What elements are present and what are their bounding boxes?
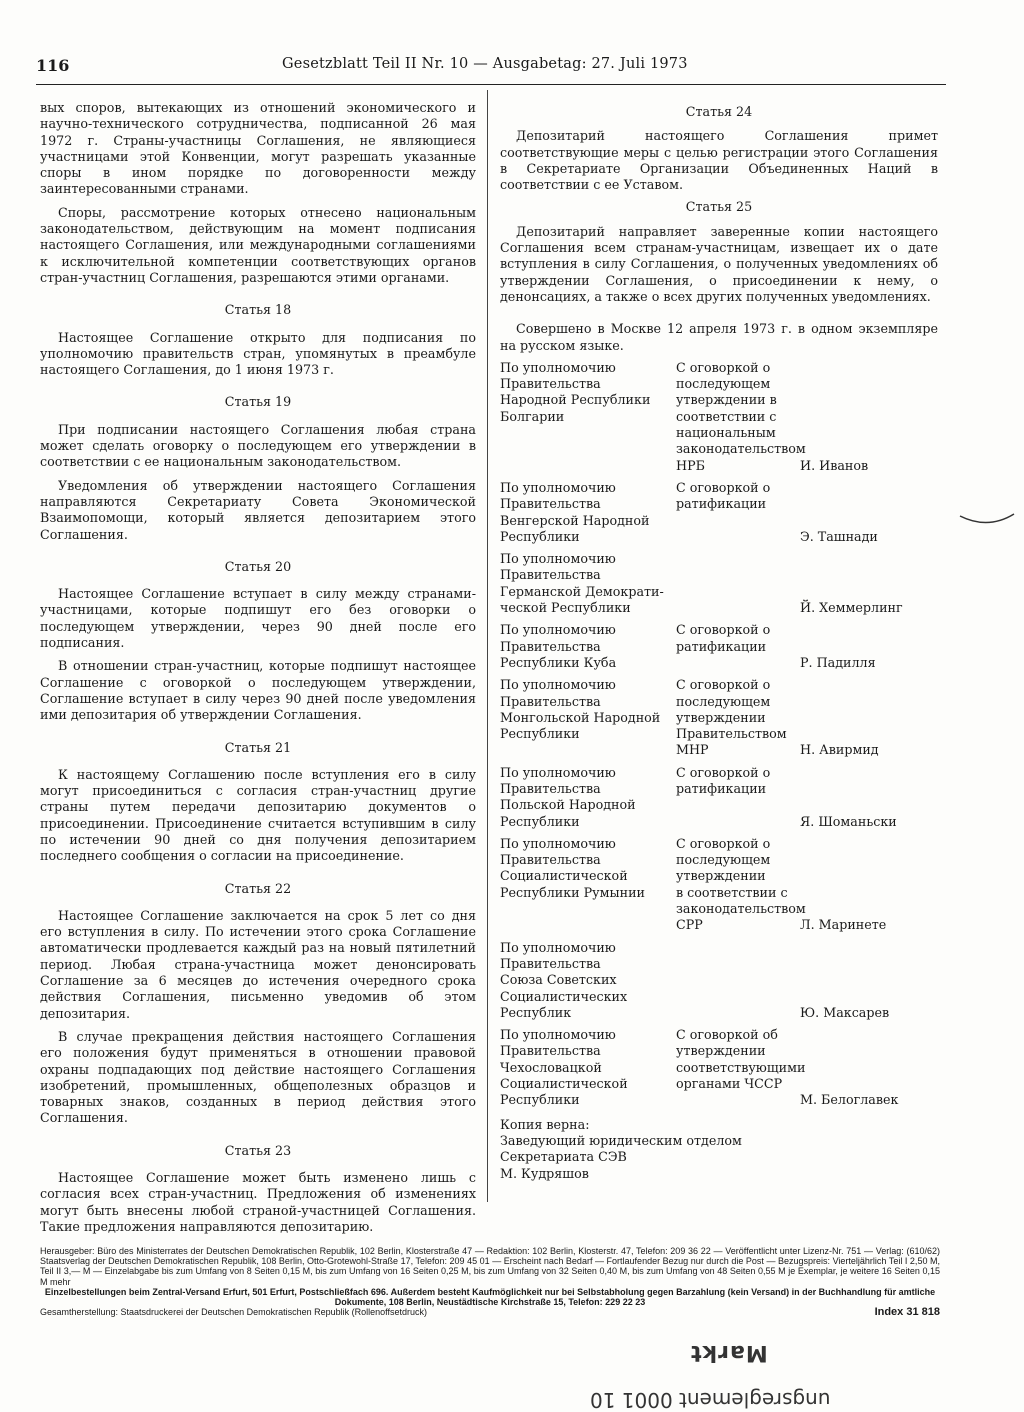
article-heading: Статья 21 <box>224 739 292 755</box>
signatory-name: Я. Шоманьски <box>800 813 897 829</box>
paragraph: Настоящее Соглашение может быть изменено лишь с согласия всех стран-участниц. Предложения об изменениях могут быть внесены любой страной-участницей Соглашения. Такие предложения направляются депозитарию. <box>40 1170 476 1234</box>
signature-reservation: С оговоркой о последующем утверждении в соответствии с национальным законодательством НРБ <box>676 359 806 473</box>
signature-row <box>500 1027 938 1108</box>
imprint-orders: Einzelbestellungen beim Zentral-Versand Erfurt, 501 Erfurt, Postschließfach 696. Außerdem besteht Kaufmöglichkeit nur bei Selbstabholung gegen Barzahlung (kein Versand) in der Buchhandlung für amtliche Dokumente, 108 Berlin, Neustädtische Kirchstraße 15, Telefon: 229 22 23 <box>44 1286 936 1308</box>
paragraph: К настоящему Соглашению после вступления его в силу могут присоединиться с согласия стран-участниц другие страны путем передачи депозитарию документов о присоединении. Присоединение считается вступившим в силу по истечении 90 дней со дня получения депозитарием последнего сообщения о согласии на присоединение. <box>40 766 476 864</box>
paragraph: Настоящее Соглашение открыто для подписания по уполномочию правительств стран, упомянутых в преамбуле настоящего Соглашения, до 1 июня 1973 г. <box>40 329 476 378</box>
right-column <box>500 100 938 1182</box>
signature-list <box>500 360 938 1109</box>
article-heading: Статья 19 <box>224 394 292 410</box>
article-heading: Статья 18 <box>224 302 292 318</box>
signatory-name: Й. Хеммерлинг <box>800 600 903 616</box>
signatory-name: Л. Маринете <box>800 917 887 933</box>
imprint-publisher: Herausgeber: Büro des Ministerrates der Deutschen Demokratischen Republik, 102 Berlin, Klosterstraße 47 — Redaktion: 102 Berlin, Klosterstr. 47, Telefon: 209 36 22 — Veröffentlicht unter Lizenz-Nr. 751 — Verlag: (610/62) Staatsverlag der Deutschen Demokratischen Republik, 108 Berlin, Otto-Grotewohl-Straße 17, Telefon: 209 45 01 — Erscheint nach Bedarf — Fortlaufender Bezug nur durch die Post — Bezugspreis: Vierteljährlich Teil I 2,50 M, Teil II 3,— M — Einzelabgabe bis zum Umfang von 8 Seiten 0,15 M, bis zum Umfang von 16 Seiten 0,25 M, bis zum Umfang von 32 Seiten 0,40 M, bis zum Umfang von 48 Seiten 0,55 M je Exemplar, je weitere 16 Seiten 0,15 M mehr <box>40 1246 940 1287</box>
signatory-name: Ю. Максарев <box>800 1004 890 1020</box>
signature-row <box>500 360 938 474</box>
signature-authority: По уполномочию Правительства Социалистической Республики Румынии <box>500 835 645 900</box>
signature-reservation: С оговоркой о ратификации <box>676 479 771 512</box>
bleed-through-text: Markt <box>690 1340 768 1365</box>
signature-authority: По уполномочию Правительства Союза Советских Социалистических Республик <box>500 939 628 1020</box>
signatory-name: М. Белоглавек <box>800 1092 899 1108</box>
page-number: 116 <box>36 56 70 75</box>
signature-authority: По уполномочию Правительства Венгерской Народной Республики <box>500 479 650 544</box>
signatory-name: И. Иванов <box>800 457 869 473</box>
paragraph: В отношении стран-участниц, которые подпишут настоящее Соглашение с оговоркой о последующем утверждении, Соглашение вступает в силу через 90 дней после уведомления ими депозитария об утверждении Соглашения. <box>40 658 476 723</box>
article-heading: Статья 22 <box>224 880 292 896</box>
column-divider <box>487 90 488 1202</box>
paragraph: Настоящее Соглашение вступает в силу между странами-участницами, которые подпишут его без оговорки о последующем утверждении, через 90 дней после его подписания. <box>40 586 476 651</box>
gazette-title: Gesetzblatt Teil II Nr. 10 — Ausgabetag: 27. Juli 1973 <box>282 56 688 72</box>
header-rule <box>36 84 946 85</box>
signature-authority: По уполномочию Правительства Республики Куба <box>500 622 617 670</box>
signature-authority: По уполномочию Правительства Германской Демократи- ческой Республики <box>500 551 664 616</box>
paragraph: В случае прекращения действия настоящего Соглашения его положения будут применяться в отношении правовой охраны подпадающих под действие настоящего Соглашения изобретений, промышленных, общеполезных образцов и товарных знаков, созданных в период действия этого Соглашения. <box>40 1028 476 1126</box>
signatory-name: Э. Ташнади <box>800 528 878 544</box>
article-heading: Статья 20 <box>224 558 292 574</box>
article-24-heading: Статья 24 <box>685 104 753 119</box>
bleed-through-text-2: ungsreglement 0001 10 <box>590 1388 831 1412</box>
signature-reservation: С оговоркой о последующем утверждении Правительством МНР <box>676 677 787 758</box>
signature-authority: По уполномочию Правительства Монгольской Народной Республики <box>500 677 661 742</box>
article-24-text: Депозитарий настоящего Соглашения примет соответствующие меры с целью регистрации этого Соглашения в Секретариате Организации Объединенных Наций в соответствии с ее Уставом. <box>500 128 938 193</box>
left-column <box>40 100 476 1242</box>
copy-certification: Копия верна: Заведующий юридическим отделом Секретариата СЭВ М. Кудряшов <box>500 1116 742 1181</box>
signature-row <box>500 480 938 545</box>
signature-authority: По уполномочию Правительства Чехословацкой Социалистической Республики <box>500 1027 628 1108</box>
signature-row <box>500 551 938 616</box>
signature-row <box>500 622 938 671</box>
paragraph: Споры, рассмотрение которых отнесено национальным законодательством, действующим на момент подписания настоящего Соглашения, или международными соглашениями к исключительной компетенции соответствующих органов стран-участниц Соглашения, разрешаются этими органами. <box>40 204 476 285</box>
page-header <box>36 56 946 78</box>
index-number: Index 31 818 <box>874 1306 940 1319</box>
imprint <box>40 1246 940 1317</box>
signature-row <box>500 765 938 830</box>
done-statement: Совершено в Москве 12 апреля 1973 г. в одном экземпляре на русском языке. <box>500 321 938 353</box>
signature-reservation: С оговоркой о ратификации <box>676 622 771 654</box>
signature-reservation: С оговоркой о ратификации <box>676 764 771 796</box>
signature-row <box>500 677 938 758</box>
signature-reservation: С оговоркой о последующем утверждении в соответствии с законодательством СРР <box>676 835 806 933</box>
pencil-mark <box>958 508 1018 532</box>
signature-authority: По уполномочию Правительства Народной Республики Болгарии <box>500 359 651 424</box>
signature-authority: По уполномочию Правительства Польской Народной Республики <box>500 764 636 829</box>
signatory-name: Р. Падилля <box>800 654 876 670</box>
article-25-heading: Статья 25 <box>685 199 753 215</box>
paragraph: При подписании настоящего Соглашения любая страна может сделать оговорку о последующем его утверждении в соответствии с ее национальным законодательством. <box>40 421 476 470</box>
imprint-printer: Gesamtherstellung: Staatsdruckerei der Deutschen Demokratischen Republik (Rollenoffsetdruck) <box>40 1307 428 1318</box>
signature-row <box>500 836 938 934</box>
paragraph: вых споров, вытекающих из отношений экономического и научно-технического сотрудничества, подписанной 26 мая 1972 г. Страны-участницы Соглашения, не являющиеся участницами этой Конвенции, могут разрешать указанные споры в ином порядке по договоренности между заинтересованными странами. <box>40 100 476 197</box>
signature-reservation: С оговоркой об утверждении соответствующими органами ЧССР <box>676 1027 806 1092</box>
signature-row <box>500 940 938 1021</box>
article-heading: Статья 23 <box>224 1142 292 1158</box>
article-25-text: Депозитарий направляет заверенные копии настоящего Соглашения всем странам-участницам, извещает их о дате вступления в силу Соглашения, о полученных уведомлениях об утверждении Соглашения, о присоединении к нему, о денонсациях, а также о всех других полученных уведомлениях. <box>500 223 938 304</box>
paragraph: Настоящее Соглашение заключается на срок 5 лет со дня его вступления в силу. По истечении этого срока Соглашение автоматически продлевается каждый раз на новый пятилетний период. Любая страна-участница может денонсировать Соглашение за 6 месяцев до истечения очередного срока действия Соглашения, письменно уведомив об этом депозитария. <box>40 907 476 1021</box>
signatory-name: Н. Авирмид <box>800 742 879 758</box>
paragraph: Уведомления об утверждении настоящего Соглашения направляются Секретариату Совета Экономической Взаимопомощи, который является депозитарием этого Соглашения. <box>40 477 476 542</box>
